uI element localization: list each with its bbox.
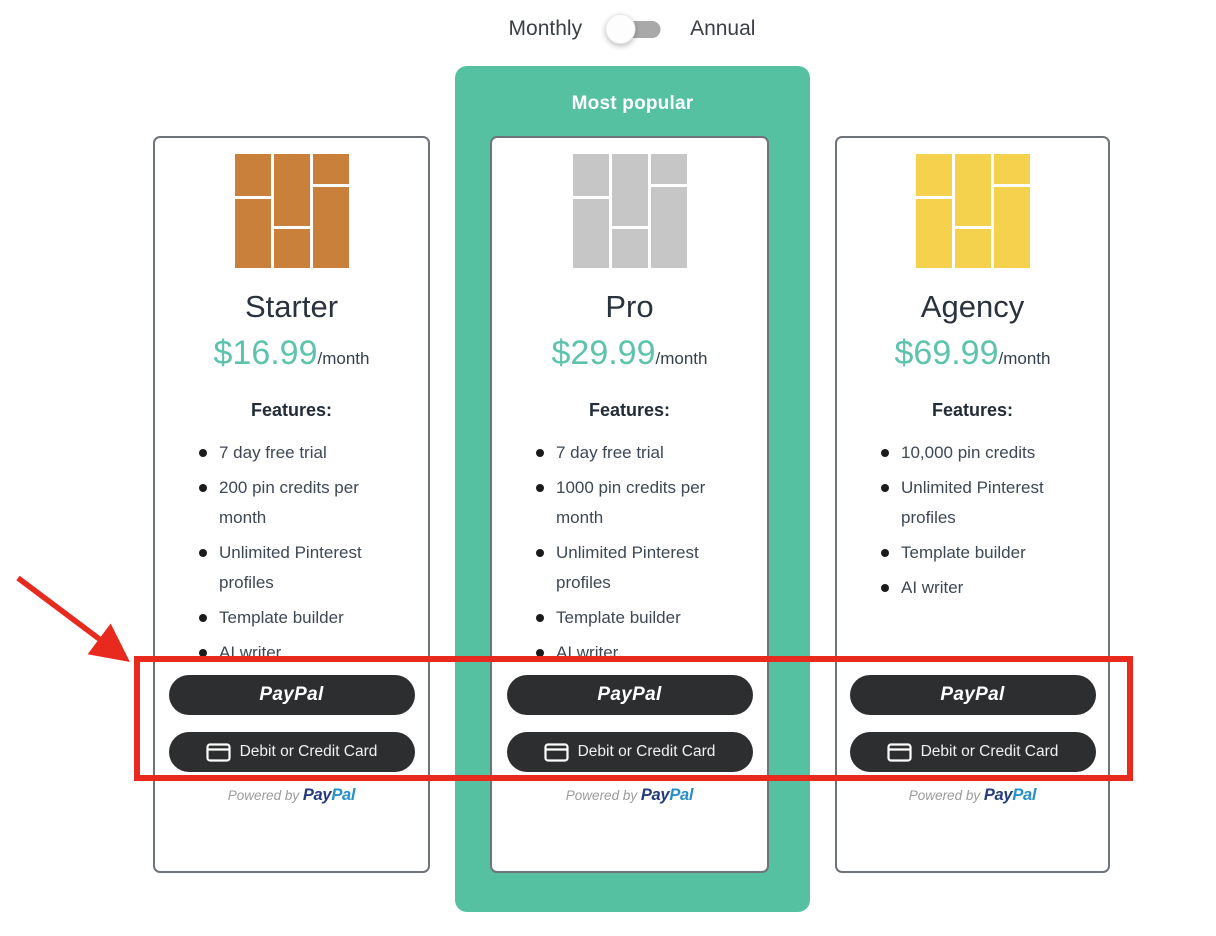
feature-item: 7 day free trial [197,438,373,468]
paypal-brand-pay: Pay [302,786,332,804]
feature-item: Template builder [534,603,710,633]
feature-item: 1000 pin credits per month [534,473,710,533]
credit-card-icon [887,743,912,762]
features-heading: Features: [588,400,671,420]
powered-by-paypal [155,786,428,805]
plan-card-pro [490,136,769,873]
plan-period: /month [655,349,708,368]
annual-label: Annual [690,17,756,40]
feature-item: 200 pin credits per month [197,473,373,533]
feature-item: AI writer [879,573,1055,603]
masonry-logo-icon [235,154,349,268]
plan-period: /month [998,349,1051,368]
paypal-brand-pay: Pay [640,786,670,804]
price-row [492,334,767,373]
features-list [197,438,428,668]
plan-card-agency [835,136,1110,873]
switch-knob [605,14,635,44]
plan-period: /month [317,349,370,368]
plan-card-starter [153,136,430,873]
paypal-button[interactable] [507,675,753,715]
credit-card-icon [206,743,231,762]
billing-toggle-row [509,13,756,45]
debit-credit-button[interactable] [169,732,415,772]
plan-price: $29.99 [551,334,656,372]
powered-by-paypal [837,786,1108,805]
masonry-logo-icon [573,154,687,268]
monthly-label: Monthly [508,17,583,40]
debit-credit-label: Debit or Credit Card [920,743,1059,760]
feature-item: AI writer [197,638,373,668]
most-popular-label: Most popular [571,93,694,114]
features-list [534,438,767,668]
paypal-button[interactable] [850,675,1096,715]
debit-credit-button[interactable] [507,732,753,772]
plan-price: $69.99 [894,334,999,372]
billing-period-switch[interactable] [612,13,660,45]
feature-item: Unlimited Pinterest profiles [879,473,1055,533]
powered-by-text: Powered by [227,788,303,803]
price-row [155,334,428,373]
paypal-button-label: PayPal [940,684,1005,705]
credit-card-icon [544,743,569,762]
powered-by-text: Powered by [565,788,641,803]
paypal-button-label: PayPal [597,684,662,705]
debit-credit-label: Debit or Credit Card [577,743,716,760]
features-heading: Features: [250,400,333,420]
powered-by-paypal [492,786,767,805]
paypal-button[interactable] [169,675,415,715]
feature-item: 10,000 pin credits [879,438,1055,468]
debit-credit-button[interactable] [850,732,1096,772]
debit-credit-label: Debit or Credit Card [239,743,378,760]
plan-name: Starter [244,289,339,324]
powered-by-text: Powered by [908,788,984,803]
plan-name: Agency [920,289,1025,324]
price-row [837,334,1108,373]
feature-item: Template builder [197,603,373,633]
feature-item: AI writer [534,638,710,668]
paypal-brand-pal: Pal [1012,786,1037,804]
paypal-brand-pay: Pay [983,786,1013,804]
plan-name: Pro [605,289,654,324]
paypal-brand-pal: Pal [669,786,694,804]
masonry-logo-icon [916,154,1030,268]
feature-item: 7 day free trial [534,438,710,468]
feature-item: Unlimited Pinterest profiles [534,538,710,598]
paypal-brand-pal: Pal [331,786,356,804]
feature-item: Unlimited Pinterest profiles [197,538,373,598]
plan-price: $16.99 [213,334,318,372]
paypal-button-label: PayPal [259,684,324,705]
red-arrow-annotation [8,558,158,683]
features-list [879,438,1108,603]
feature-item: Template builder [879,538,1055,568]
features-heading: Features: [931,400,1014,420]
